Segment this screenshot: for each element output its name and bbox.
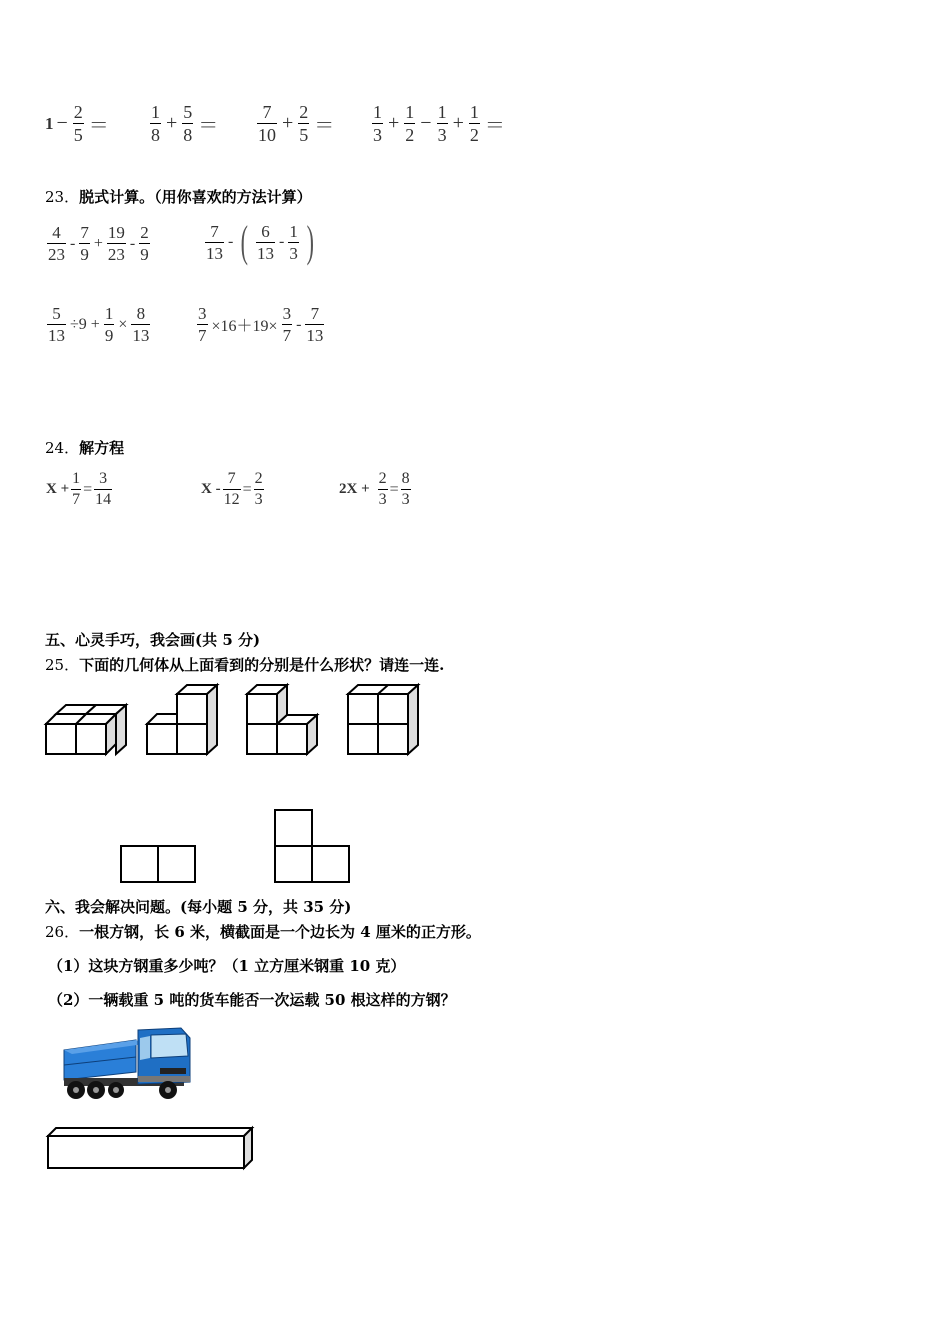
- right-paren: ): [306, 217, 314, 266]
- equals: =: [242, 480, 252, 498]
- operator: ÷9 +: [70, 315, 100, 333]
- expr-23c: [45, 305, 152, 344]
- solid-3: [247, 685, 317, 754]
- equals: =: [83, 480, 93, 498]
- fraction: $\frac{3}{7}$: [198, 304, 207, 345]
- question-24: [45, 437, 124, 458]
- operator: −: [420, 112, 432, 134]
- operator: -: [228, 233, 234, 250]
- question-number: 23．: [45, 188, 80, 206]
- fraction: $\frac{8}{13}$: [132, 304, 150, 345]
- operator: +: [452, 112, 464, 134]
- question-number: 25．: [45, 656, 80, 674]
- cube-solids-figure: [40, 680, 430, 762]
- fraction: $\frac{3}{14}$: [95, 470, 112, 508]
- fraction: $\frac{8}{3}$: [401, 470, 410, 508]
- fraction: $\frac{2}{5}$: [299, 102, 309, 145]
- fraction: $\frac{7}{13}$: [206, 221, 223, 263]
- top-views-figure: [115, 805, 360, 885]
- equation-24c: [339, 471, 413, 508]
- equation-24a: [46, 471, 114, 508]
- equals: =: [389, 480, 399, 498]
- equation-lhs: 2X +: [339, 481, 370, 497]
- fraction: $\frac{1}{3}$: [373, 102, 382, 145]
- operator: ×16＋19×: [211, 318, 278, 335]
- expr-23d: [195, 305, 326, 344]
- question-text: 解方程: [79, 439, 125, 457]
- fraction: $\frac{7}{10}$: [258, 102, 276, 145]
- question-text: 一根方钢，长 6 米，横截面是一个边长为 4 厘米的正方形。: [79, 923, 481, 941]
- fraction: $\frac{1}{9}$: [104, 304, 114, 345]
- top-view-1: [121, 846, 195, 882]
- fraction: $\frac{1}{2}$: [469, 102, 479, 145]
- fraction: $\frac{2}{3}$: [378, 470, 387, 508]
- equals: ＝: [314, 115, 335, 137]
- fraction: $\frac{7}{12}$: [223, 470, 240, 508]
- expr-1a: [45, 103, 112, 144]
- equals: ＝: [484, 115, 505, 137]
- fraction: $\frac{2}{9}$: [140, 223, 149, 264]
- fraction: $\frac{1}{8}$: [151, 102, 160, 145]
- fraction: $\frac{6}{13}$: [256, 221, 274, 263]
- operator: +: [166, 112, 178, 134]
- section-5-heading: 五、心灵手巧，我会画(共 5 分): [45, 631, 261, 649]
- fraction: $\frac{5}{13}$: [48, 304, 65, 345]
- question-26: [45, 921, 481, 942]
- top-view-2: [275, 810, 349, 882]
- question-text: 脱式计算。（用你喜欢的方法计算）: [79, 188, 312, 206]
- question-text: 下面的几何体从上面看到的分别是什么形状？请连一连.: [79, 656, 445, 674]
- operator: -: [129, 234, 136, 252]
- solid-2: [147, 685, 217, 754]
- question-25: [45, 654, 444, 675]
- fraction: $\frac{3}{7}$: [282, 304, 292, 345]
- expr-1b: [148, 103, 221, 144]
- question-26-part-2: （2）一辆载重 5 吨的货车能否一次运载 50 根这样的方钢？: [48, 991, 456, 1009]
- equation-24b: [201, 471, 266, 508]
- solid-1: [46, 705, 126, 754]
- fraction: $\frac{1}{2}$: [405, 102, 415, 145]
- question-23: [45, 186, 312, 207]
- fraction: $\frac{2}{5}$: [73, 102, 83, 145]
- left-paren: (: [240, 217, 249, 266]
- expr-1d: [370, 103, 508, 144]
- expr-23a: [45, 224, 152, 263]
- expr-1c: [255, 103, 337, 144]
- fraction: $\frac{4}{23}$: [48, 223, 65, 264]
- fraction: $\frac{7}{13}$: [306, 304, 324, 345]
- equals: ＝: [198, 115, 219, 137]
- operator: ×: [118, 315, 128, 333]
- question-number: 26．: [45, 923, 80, 941]
- operator: +: [282, 112, 294, 134]
- fraction: $\frac{19}{23}$: [107, 223, 125, 264]
- question-number: 24．: [45, 439, 80, 457]
- fraction: $\frac{7}{9}$: [80, 223, 89, 264]
- operator: +: [388, 112, 400, 134]
- fraction: $\frac{1}{7}$: [72, 470, 81, 508]
- equation-lhs: X +: [46, 481, 70, 497]
- operator: −: [56, 112, 68, 134]
- operator: -: [296, 315, 302, 333]
- fraction: $\frac{2}{3}$: [254, 470, 263, 508]
- equation-lhs: X -: [201, 481, 221, 497]
- fraction: $\frac{1}{3}$: [437, 102, 447, 145]
- equals: ＝: [88, 115, 109, 137]
- operator: +: [93, 234, 103, 252]
- fraction: $\frac{1}{3}$: [289, 221, 298, 263]
- truck-illustration: [56, 1020, 196, 1105]
- expr-23b: [203, 217, 319, 266]
- question-26-part-1: （1）这块方钢重多少吨？（1 立方厘米钢重 10 克）: [48, 957, 406, 975]
- operator: -: [278, 233, 285, 250]
- lead-number: 1: [45, 113, 54, 133]
- fraction: $\frac{5}{8}$: [183, 102, 193, 145]
- section-6-heading: 六、我会解决问题。(每小题 5 分，共 35 分): [45, 898, 352, 916]
- operator: -: [70, 234, 76, 252]
- solid-4: [348, 685, 418, 754]
- steel-bar-figure: [44, 1124, 258, 1174]
